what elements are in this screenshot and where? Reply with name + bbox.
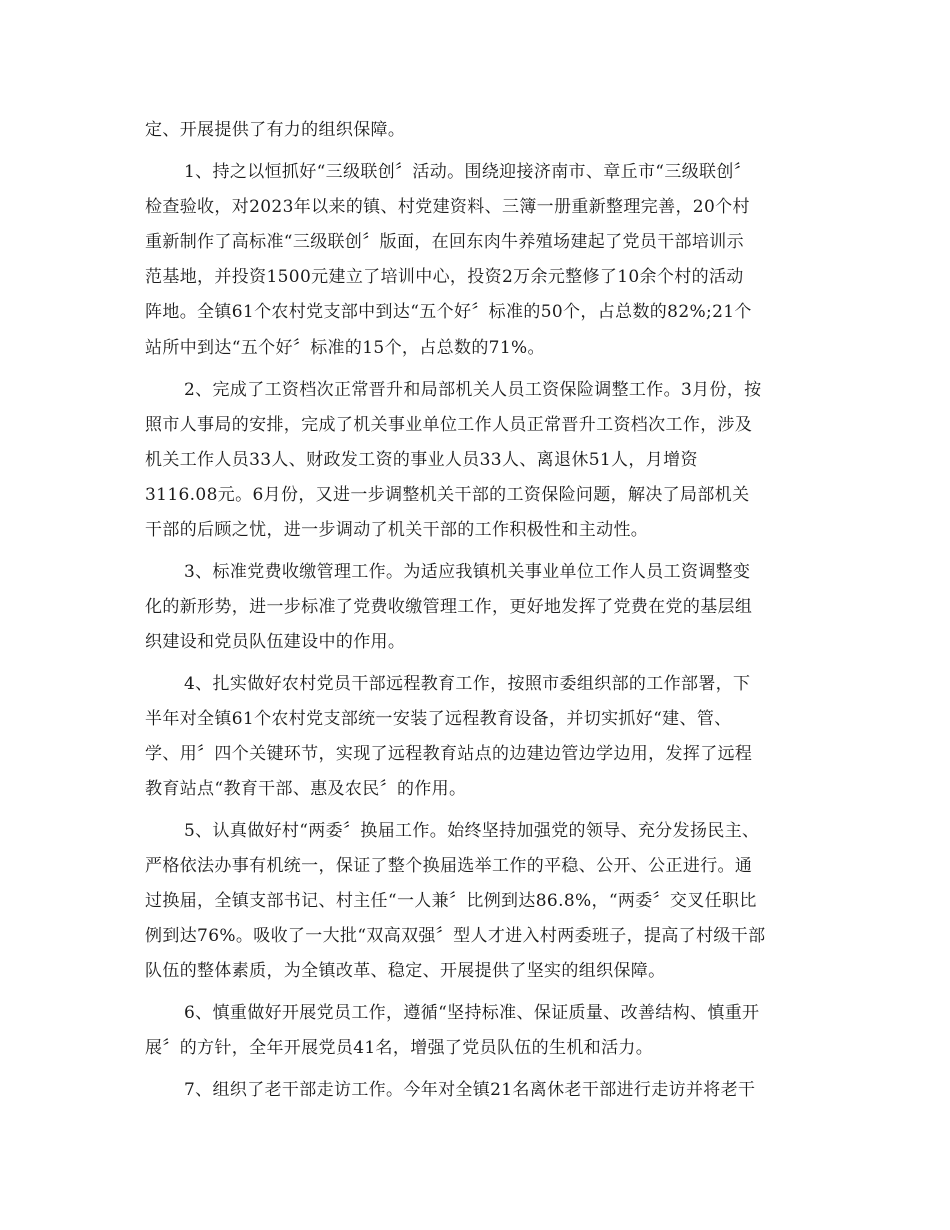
text-line: 例到达76%。吸收了一大批“双高双强〞型人才进入村两委班子，提高了村级干部 <box>145 926 766 946</box>
text-line: 化的新形势，进一步标准了党费收缴管理工作，更好地发挥了党费在党的基层组 <box>145 597 753 617</box>
text-line: 织建设和党员队伍建设中的作用。 <box>145 632 406 652</box>
text-line: 照市人事局的安排，完成了机关事业单位工作人员正常晋升工资档次工作，涉及 <box>145 415 753 435</box>
text-line: 范基地，并投资1500元建立了培训中心，投资2万余元整修了10余个村的活动 <box>145 267 744 287</box>
text-line: 学、用〞四个关键环节，实现了远程教育站点的边建边管边学边用，发挥了远程 <box>145 744 753 764</box>
text-line: 严格依法办事有机统一，保证了整个换届选举工作的平稳、公开、公正进行。通 <box>145 856 753 876</box>
paragraph-1-first-line: 1、持之以恒抓好“三级联创〞活动。围绕迎接济南市、章丘市“三级联创〞 <box>184 162 752 182</box>
text-line: 定、开展提供了有力的组织保障。 <box>145 120 406 140</box>
text-line: 阵地。全镇61个农村党支部中到达“五个好〞标准的50个，占总数的82%;21个 <box>145 302 752 322</box>
paragraph-3-first-line: 3、标准党费收缴管理工作。为适应我镇机关事业单位工作人员工资调整变 <box>184 562 751 582</box>
text-line: 教育站点“教育干部、惠及农民〞的作用。 <box>145 779 467 799</box>
paragraph-6-first-line: 6、慎重做好开展党员工作，遵循“坚持标准、保证质量、改善结构、慎重开 <box>184 1003 760 1023</box>
text-line: 干部的后顾之忧，进一步调动了机关干部的工作积极性和主动性。 <box>145 520 649 540</box>
text-line: 半年对全镇61个农村党支部统一安装了远程教育设备，并切实抓好“建、管、 <box>145 709 732 729</box>
text-line: 机关工作人员33人、财政发工资的事业人员33人、离退休51人，月增资 <box>145 450 698 470</box>
text-line: 队伍的整体素质，为全镇改革、稳定、开展提供了坚实的组织保障。 <box>145 961 666 981</box>
paragraph-4-first-line: 4、扎实做好农村党员干部远程教育工作，按照市委组织部的工作部署，下 <box>184 674 751 694</box>
text-line: 检查验收，对2023年以来的镇、村党建资料、三簿一册重新整理完善，20个村 <box>145 197 750 217</box>
text-line: 站所中到达“五个好〞标准的15个，占总数的71%。 <box>145 338 545 358</box>
text-line: 过换届，全镇支部书记、村主任“一人兼〞比例到达86.8%，“两委〞交叉任职比 <box>145 891 757 911</box>
paragraph-7-first-line: 7、组织了老干部走访工作。今年对全镇21名离休老干部进行走访并将老干 <box>184 1080 756 1100</box>
text-line: 重新制作了高标准“三级联创〞版面，在回东肉牛养殖场建起了党员干部培训示 <box>145 232 744 252</box>
text-line: 3116.08元。6月份，又进一步调整机关干部的工资保险问题，解决了局部机关 <box>145 485 750 505</box>
text-line: 展〞的方针，全年开展党员41名，增强了党员队伍的生机和活力。 <box>145 1038 654 1058</box>
paragraph-2-first-line: 2、完成了工资档次正常晋升和局部机关人员工资保险调整工作。3月份，按 <box>184 380 762 400</box>
paragraph-5-first-line: 5、认真做好村“两委〞换届工作。始终坚持加强党的领导、充分发扬民主、 <box>184 821 760 841</box>
